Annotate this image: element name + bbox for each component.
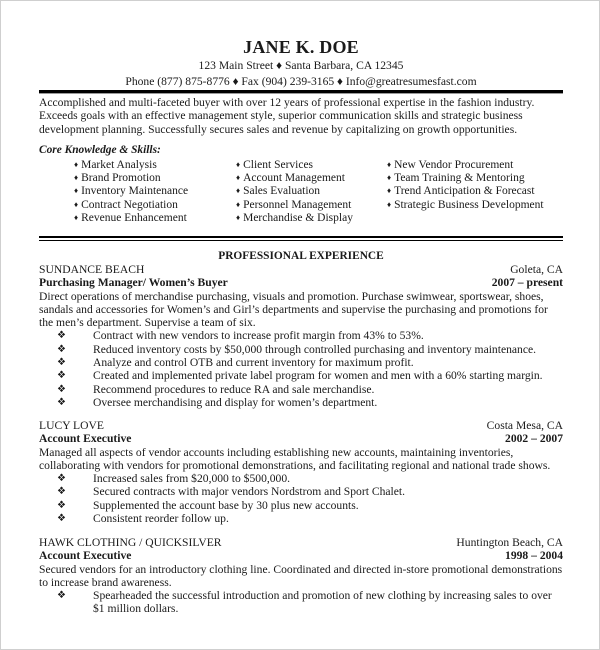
skills-heading: Core Knowledge & Skills: bbox=[39, 144, 161, 156]
job-dates: 2002 – 2007 bbox=[505, 432, 563, 446]
skill-item: ♦ Team Training & Mentoring bbox=[387, 172, 525, 185]
achievement-item: ❖ Recommend procedures to reduce RA and sale merchandise. bbox=[57, 382, 375, 396]
skill-item: ♦ Account Management bbox=[236, 172, 345, 185]
skill-item: ♦ Sales Evaluation bbox=[236, 185, 321, 198]
achievement-item: ❖ Contract with new vendors to increase profit margin from 43% to 53%. bbox=[57, 329, 424, 343]
job-achievements bbox=[39, 589, 563, 616]
diamond-bullet-icon: ♦ bbox=[387, 186, 392, 196]
skills-column-1 bbox=[74, 159, 188, 225]
ornament-bullet-icon: ❖ bbox=[57, 486, 66, 498]
diamond-bullet-icon: ♦ bbox=[236, 212, 241, 222]
skill-item: ♦ Inventory Maintenance bbox=[74, 185, 189, 198]
job-location: Costa Mesa, CA bbox=[486, 419, 563, 432]
diamond-bullet-icon: ♦ bbox=[74, 173, 79, 183]
diamond-bullet-icon: ♦ bbox=[74, 199, 79, 209]
ornament-bullet-icon: ❖ bbox=[57, 396, 66, 408]
job-description: Managed all aspects of vendor accounts including establishing new accounts, maintaining inventories, collaborating with vendors for promotional demonstrations, and facilitating regional and national trade shows. bbox=[39, 445, 551, 472]
candidate-name: JANE K. DOE bbox=[243, 37, 359, 57]
company-name: HAWK CLOTHING / QUICKSILVER bbox=[39, 536, 222, 549]
skill-item: ♦ Trend Anticipation & Forecast bbox=[387, 185, 535, 198]
header-divider bbox=[39, 90, 563, 93]
job-location: Huntington Beach, CA bbox=[456, 536, 563, 549]
diamond-bullet-icon: ♦ bbox=[74, 212, 79, 222]
job-title: Account Executive bbox=[39, 549, 132, 563]
job-dates: 2007 – present bbox=[491, 276, 563, 290]
skill-item: ♦ Strategic Business Development bbox=[387, 198, 544, 211]
achievement-item: ❖ Secured contracts with major vendors Nordstrom and Sport Chalet. bbox=[57, 485, 405, 499]
ornament-bullet-icon: ❖ bbox=[57, 590, 66, 602]
job-title: Account Executive bbox=[39, 432, 132, 446]
diamond-bullet-icon: ♦ bbox=[387, 173, 392, 183]
achievement-item: ❖ Consistent reorder follow up. bbox=[57, 512, 229, 526]
diamond-bullet-icon: ♦ bbox=[236, 186, 241, 196]
company-name: LUCY LOVE bbox=[39, 419, 104, 432]
skill-item: ♦ Market Analysis bbox=[74, 159, 157, 171]
job-description: Secured vendors for an introductory clothing line. Coordinated and directed in-store promotional demonstrations to increase brand awareness. bbox=[39, 562, 563, 589]
candidate-address: 123 Main Street ♦ Santa Barbara, CA 12345 bbox=[198, 59, 404, 72]
achievement-item: ❖ Analyze and control OTB and current inventory for maximum profit. bbox=[57, 356, 414, 370]
skills-column-2 bbox=[236, 159, 353, 225]
ornament-bullet-icon: ❖ bbox=[57, 513, 66, 525]
skill-item: ♦ Client Services bbox=[236, 159, 314, 171]
company-name: SUNDANCE BEACH bbox=[39, 263, 145, 276]
experience-heading: PROFESSIONAL EXPERIENCE bbox=[218, 250, 384, 262]
diamond-bullet-icon: ♦ bbox=[236, 199, 241, 209]
skill-item: ♦ New Vendor Procurement bbox=[387, 159, 514, 171]
candidate-contact: Phone (877) 875-8776 ♦ Fax (904) 239-3165 ♦ Info@greatresumesfast.com bbox=[125, 75, 477, 88]
ornament-bullet-icon: ❖ bbox=[57, 499, 66, 511]
job-title: Purchasing Manager/ Women’s Buyer bbox=[39, 276, 228, 290]
diamond-bullet-icon: ♦ bbox=[236, 160, 241, 169]
diamond-bullet-icon: ♦ bbox=[74, 160, 79, 169]
skill-item: ♦ Brand Promotion bbox=[74, 172, 161, 185]
skills-column-3 bbox=[387, 159, 544, 212]
diamond-bullet-icon: ♦ bbox=[387, 199, 392, 209]
skill-item: ♦ Personnel Management bbox=[236, 198, 352, 211]
ornament-bullet-icon: ❖ bbox=[57, 330, 66, 342]
ornament-bullet-icon: ❖ bbox=[57, 343, 66, 355]
job-entry-hawk-clothing bbox=[39, 536, 563, 616]
skill-item: ♦ Revenue Enhancement bbox=[74, 211, 187, 224]
diamond-bullet-icon: ♦ bbox=[74, 186, 79, 196]
skill-item: ♦ Merchandise & Display bbox=[236, 211, 353, 224]
job-location: Goleta, CA bbox=[510, 263, 563, 276]
skill-item: ♦ Contract Negotiation bbox=[74, 198, 178, 211]
job-dates: 1998 – 2004 bbox=[505, 549, 563, 563]
diamond-bullet-icon: ♦ bbox=[236, 173, 241, 183]
diamond-bullet-icon: ♦ bbox=[387, 160, 392, 169]
achievement-item: ❖ Created and implemented private label program for women and men with a 60% starting margin. bbox=[57, 369, 543, 383]
ornament-bullet-icon: ❖ bbox=[57, 473, 66, 485]
job-entry-sundance-beach bbox=[39, 263, 563, 409]
achievement-item: ❖ Increased sales from $20,000 to $500,000. bbox=[57, 472, 291, 486]
achievement-item: ❖ Oversee merchandising and display for women’s department. bbox=[57, 395, 378, 409]
job-achievements bbox=[39, 329, 563, 409]
achievement-item: ❖ Spearheaded the successful introduction and promotion of new clothing by increasing sales to over $1 million dollars. bbox=[57, 589, 552, 616]
skills-divider bbox=[39, 236, 563, 240]
ornament-bullet-icon: ❖ bbox=[57, 357, 66, 369]
achievement-item: ❖ Supplemented the account base by 30 plus new accounts. bbox=[57, 498, 359, 512]
job-description: Direct operations of merchandise purchasing, visuals and promotion. Purchase swimwear, sportswear, shoes, sandals and accessories for Women’s and Girl’s departments and supervise the purchasing and promotions for the men’s department. Supervise a team of six. bbox=[39, 289, 548, 330]
achievement-item: ❖ Reduced inventory costs by $50,000 through controlled purchasing and inventory maintenance. bbox=[57, 342, 537, 356]
job-entry-lucy-love bbox=[39, 419, 563, 525]
professional-summary: Accomplished and multi-faceted buyer with over 12 years of professional expertise in the fashion industry. Exceeds goals with an effective management style, superior communication skills and strategic business development planning. Successfully secures sales and revenue by capitalizing on growth opportunities. bbox=[39, 96, 535, 136]
job-achievements bbox=[39, 472, 563, 525]
ornament-bullet-icon: ❖ bbox=[57, 383, 66, 395]
ornament-bullet-icon: ❖ bbox=[57, 370, 66, 382]
